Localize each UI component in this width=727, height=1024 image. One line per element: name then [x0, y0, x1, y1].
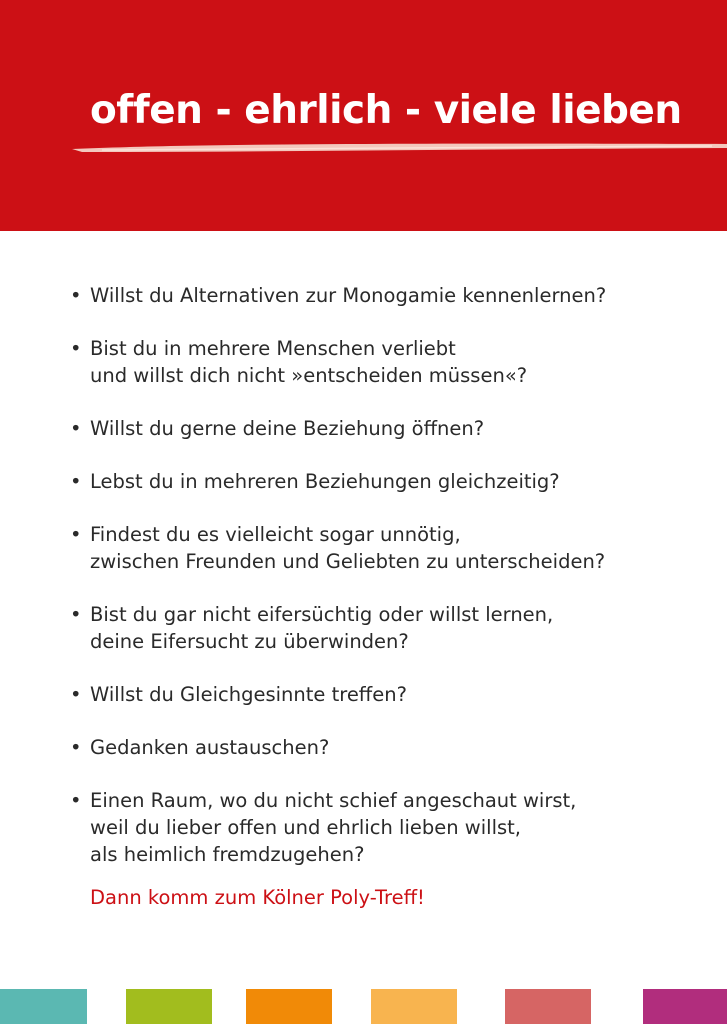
- question-item: [68, 521, 668, 575]
- color-swatch: [643, 989, 727, 1024]
- question-text-line: Willst du Alternativen zur Monogamie kennenlernen?: [90, 284, 607, 307]
- call-to-action: Dann komm zum Kölner Poly-Treff!: [90, 886, 425, 909]
- question-item: [68, 468, 668, 495]
- question-text-line: weil du lieber offen und ehrlich lieben willst,: [90, 816, 522, 839]
- question-item: [68, 601, 668, 655]
- question-text-line: deine Eifersucht zu überwinden?: [90, 630, 409, 653]
- color-swatch: [126, 989, 212, 1024]
- bullet-icon: •: [70, 337, 82, 360]
- bullet-icon: •: [70, 789, 82, 812]
- question-text-line: zwischen Freunden und Geliebten zu unterscheiden?: [90, 550, 606, 573]
- brush-stroke-underline: [72, 140, 727, 158]
- question-text-line: Lebst du in mehreren Beziehungen gleichzeitig?: [90, 470, 560, 493]
- bullet-icon: •: [70, 683, 82, 706]
- bullet-icon: •: [70, 523, 82, 546]
- question-text-line: Bist du gar nicht eifersüchtig oder willst lernen,: [90, 603, 554, 626]
- header-banner: [0, 0, 727, 231]
- color-swatch: [0, 989, 87, 1024]
- question-item: [68, 335, 668, 389]
- bullet-icon: •: [70, 603, 82, 626]
- question-text-line: Findest du es vielleicht sogar unnötig,: [90, 523, 461, 546]
- bullet-icon: •: [70, 470, 82, 493]
- question-item: [68, 282, 668, 309]
- bullet-icon: •: [70, 284, 82, 307]
- bullet-icon: •: [70, 417, 82, 440]
- color-swatch: [246, 989, 332, 1024]
- page-title: offen - ehrlich - viele lieben: [90, 88, 682, 133]
- question-item: [68, 415, 668, 442]
- question-item: [68, 787, 668, 868]
- color-swatch: [371, 989, 457, 1024]
- question-item: [68, 734, 668, 761]
- color-swatch: [505, 989, 591, 1024]
- question-text-line: Bist du in mehrere Menschen verliebt: [90, 337, 456, 360]
- question-text-line: als heimlich fremdzugehen?: [90, 843, 365, 866]
- question-text-line: Willst du Gleichgesinnte treffen?: [90, 683, 407, 706]
- question-text-line: Willst du gerne deine Beziehung öffnen?: [90, 417, 485, 440]
- question-text-line: und willst dich nicht »entscheiden müssen«?: [90, 364, 528, 387]
- question-text-line: Gedanken austauschen?: [90, 736, 330, 759]
- question-item: [68, 681, 668, 708]
- question-text-line: Einen Raum, wo du nicht schief angeschaut wirst,: [90, 789, 577, 812]
- question-list: [68, 282, 668, 894]
- bullet-icon: •: [70, 736, 82, 759]
